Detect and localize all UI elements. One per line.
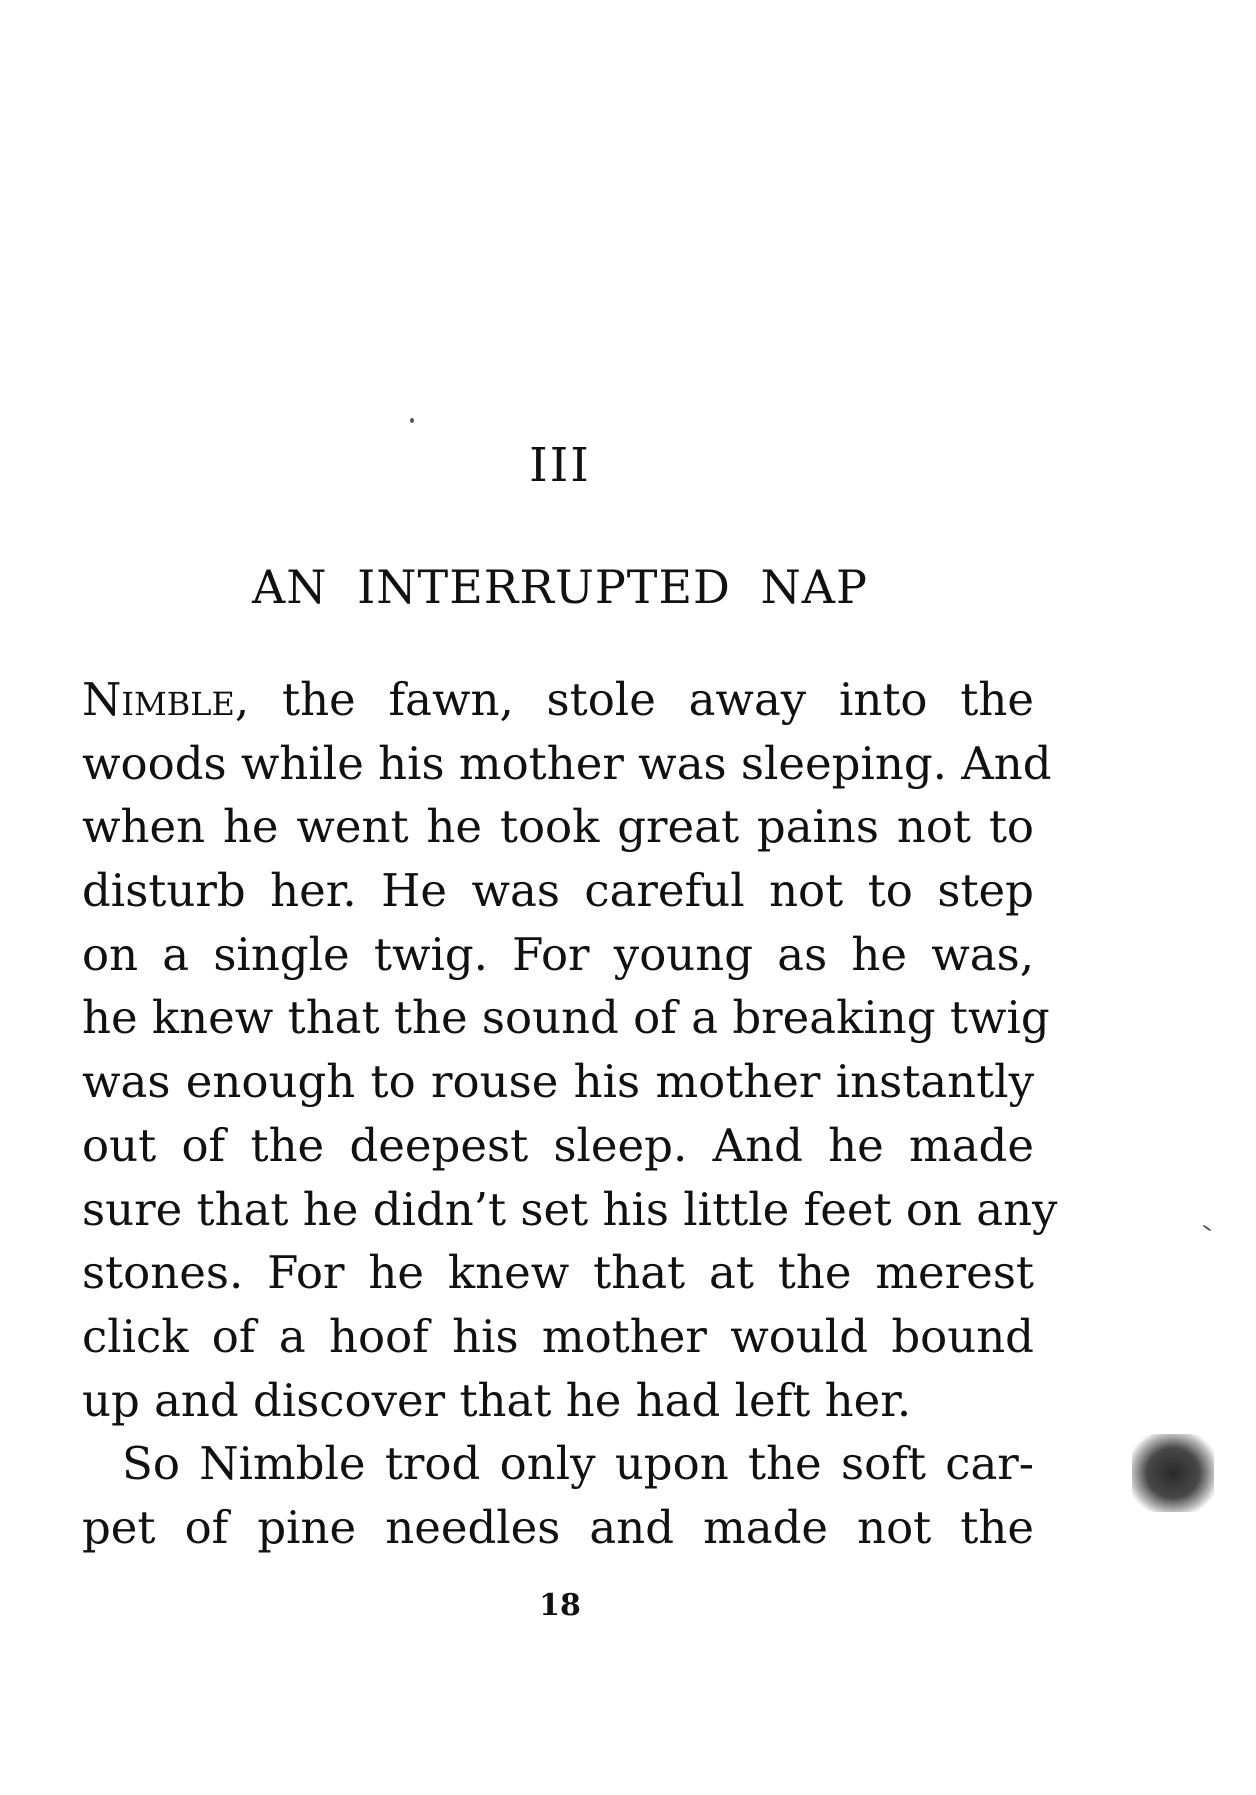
text-line: up and discover that he had left her. xyxy=(82,1373,912,1427)
text-line: pet of pine needles and made not the xyxy=(82,1500,1034,1554)
text-line: stones. For he knew that at the merest xyxy=(82,1246,1034,1300)
chapter-number: III xyxy=(529,438,591,493)
text-line: disturb her. He was careful not to step xyxy=(82,864,1034,918)
text-line-rest: the fawn, stole away into the xyxy=(249,673,1034,726)
text-line: click of a hoof his mother would bound xyxy=(82,1309,1034,1363)
chapter-title: AN INTERRUPTED NAP xyxy=(252,560,868,614)
text-line: So Nimble trod only upon the soft car- xyxy=(122,1437,1034,1491)
body-text xyxy=(82,668,1058,1560)
text-line: woods while his mother was sleeping. And xyxy=(82,736,1052,790)
small-caps-lead-word: Nimble, xyxy=(82,673,250,726)
text-line xyxy=(82,668,1034,732)
text-line: sure that he didn’t set his little feet on any xyxy=(82,1182,1058,1236)
page-number: 18 xyxy=(539,1588,581,1623)
text-line: out of the deepest sleep. And he made xyxy=(82,1118,1034,1172)
text-line: on a single twig. For young as he was, xyxy=(82,927,1034,981)
scan-speck xyxy=(1202,1224,1211,1231)
text-line: when he went he took great pains not to xyxy=(82,800,1034,854)
text-line: was enough to rouse his mother instantly xyxy=(82,1055,1034,1109)
scan-speck xyxy=(410,418,414,423)
scan-artifact xyxy=(1132,1434,1214,1512)
text-line: he knew that the sound of a breaking twig xyxy=(82,991,1050,1045)
